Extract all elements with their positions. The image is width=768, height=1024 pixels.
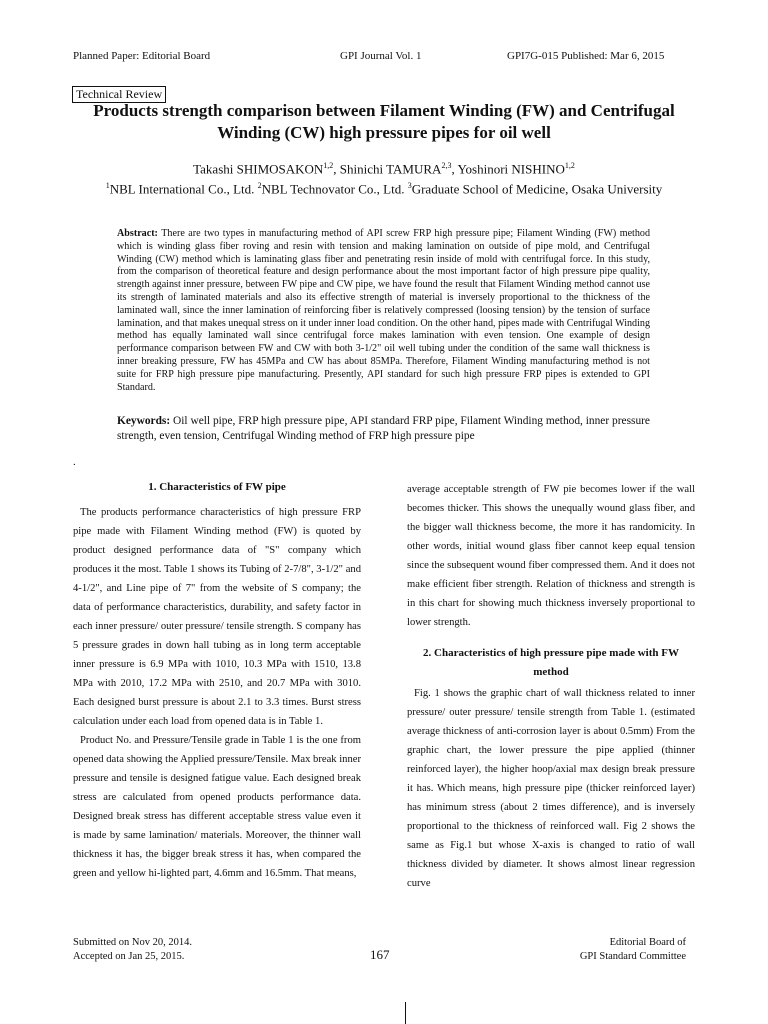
bottom-divider-line <box>405 1002 406 1024</box>
section-1-heading: 1. Characteristics of FW pipe <box>148 481 286 493</box>
left-column <box>73 478 361 883</box>
keywords-label: Keywords: <box>117 415 171 427</box>
keywords-text: Oil well pipe, FRP high pressure pipe, API standard FRP pipe, Filament Winding method, inner pressure strength, even tension, Centrifugal Winding method of FRP high pressure pipe <box>117 415 650 442</box>
section-1-paragraph-1: The products performance characteristics of high pressure FRP pipe made with Filament Winding method (FW) is quoted by product designed performance data of "S" company which produces it the most. Table 1 shows its Tubing of 2-7/8", 3-1/2" and 4-1/2", and Line pipe of 7" from the website of S company; the data of performance characteristics, durability, and safety factor in each inner pressure/ outer pressure/ tensile strength. S company has 5 pressure grades in down hall tubing as in long term acceptable inner pressure is 6.9 MPa with 1010, 10.3 MPa with 1510, 13.8 MPa with 2010, 17.2 MPa with 2510, and 20.7 MPa with 3010. Each designed burst pressure is about 2.1 to 3.3 times. Burst stress calculation under each load from opened data is in Table 1. <box>73 507 361 727</box>
right-column <box>407 480 695 893</box>
author-1: Takashi SHIMOSAKON <box>193 161 324 177</box>
author-2-affil: 2,3 <box>441 161 452 170</box>
header-center: GPI Journal Vol. 1 <box>340 50 422 62</box>
affil-1: NBL International Co., Ltd. <box>109 181 258 197</box>
affil-3: Graduate School of Medicine, Osaka University <box>411 181 663 197</box>
keywords <box>117 414 650 443</box>
accepted-date: Accepted on Jan 25, 2015. <box>73 951 185 962</box>
article-type-tag: Technical Review <box>72 86 166 103</box>
author-2: , Shinichi TAMURA <box>333 161 442 177</box>
section-2-paragraph-1: Fig. 1 shows the graphic chart of wall thickness related to inner pressure/ outer pressure/ tensile strength from Table 1. (estimated average thickness of anti-corrosion layer is about 0.5mm) From the graphic chart, the lower pressure the pipe applied (thinner reinforced layer), the higher hoop/axial max design break pressure it has. Which means, high pressure pipe (thicker reinforced layer) has minimum stress (about 2 times difference), and is inversely proportional to the thickness of reinforced wall. Fig 2 shows the same as Fig.1 but whose X-axis is changed to ratio of wall thickness divided by diameter. It shows almost linear regression curve <box>407 688 695 889</box>
affiliations <box>60 177 708 197</box>
author-3: , Yoshinori NISHINO <box>451 161 565 177</box>
author-3-affil: 1,2 <box>564 161 575 170</box>
abstract-text: There are two types in manufacturing method of API screw FRP high pressure pipe; Filament Winding (FW) method which is winding glass fiber roving and resin with tension and making lamination on outside of pipe mold, and Centrifugal Winding (CW) method which is laminating glass fiber and penetrating resin inside of mold with centrifugal force. In this study, from the comparison of theoretical feature and design performance about the most important factor of high pressure pipe quality, strength against inner pressure, between FW pipe and CW pipe, we have found the result that Filament Winding method cannot use its strength of laminated materials and also its effective strength of material is inversely proportional to the thickness of the laminated wall, since the inner lamination of reinforcing fiber is relatively compressed (loosing tension) by the tension of surface lamination, and that makes unequal stress on it under inner load condition. On the other hand, pipes made with Centrifugal Winding method has equally laminated wall since centrifugal force makes lamination with even tension. One example of design performance comparison between FW and CW with both 3-1/2" oil well tubing under the condition of the same wall thickness is inner breaking pressure, FW has 45MPa and CW has about 85MPa. Therefore, Filament Winding manufacturing method is not suite for FRP high pressure pipe manufacturing. Presently, API standard for such high pressure FRP pipes is extended to GPI Standard. <box>117 228 650 393</box>
header-right: GPI7G-015 Published: Mar 6, 2015 <box>507 50 665 62</box>
affil-3-mark: 3 <box>407 181 412 190</box>
stray-dot: . <box>73 456 76 468</box>
section-1-paragraph-2: Product No. and Pressure/Tensile grade in Table 1 is the one from opened data showing the Applied pressure/Tensile. Max break inner pressure and tensile is designed fatigue value. Each designed break stress are calculated from opened products performance data. Designed break stress has different acceptable stress value even it is made by same lamination/ materials. Moreover, the thinner wall thickness it has, the bigger break stress it has, when compared the green and yellow hi-lighted part, 4.6mm and 16.5mm. That means, <box>73 735 361 879</box>
affil-2: NBL Technovator Co., Ltd. <box>261 181 408 197</box>
footer-committee: GPI Standard Committee <box>579 951 686 962</box>
author-1-affil: 1,2 <box>323 161 334 170</box>
footer-right <box>540 936 686 964</box>
abstract-label: Abstract: <box>117 228 158 239</box>
abstract <box>117 228 650 394</box>
submitted-date: Submitted on Nov 20, 2014. <box>73 937 193 948</box>
section-1-paragraph-3: average acceptable strength of FW pie becomes lower if the wall becomes thicker. This shows the unequally wound glass fiber, and the bigger wall thickness become, the more it has randomicity. In other words, initial wound glass fiber cannot keep equal tension since the subsequent wound fiber compressed them. And it does not make efficient fiber strength. Relation of thickness and strength is in this chart for showing much thickness inversely proportional to lower strength. <box>407 484 695 628</box>
affil-1-mark: 1 <box>105 181 110 190</box>
author-list <box>60 157 708 178</box>
affil-2-mark: 2 <box>257 181 262 190</box>
paper-title: Products strength comparison between Filament Winding (FW) and Centrifugal Winding (CW) high pressure pipes for oil well <box>93 101 675 142</box>
footer-board: Editorial Board of <box>609 937 686 948</box>
footer-left <box>73 936 192 964</box>
section-2-heading: 2. Characteristics of high pressure pipe made with FW method <box>423 647 679 678</box>
header-left: Planned Paper: Editorial Board <box>73 50 211 62</box>
page-number: 167 <box>370 947 390 962</box>
